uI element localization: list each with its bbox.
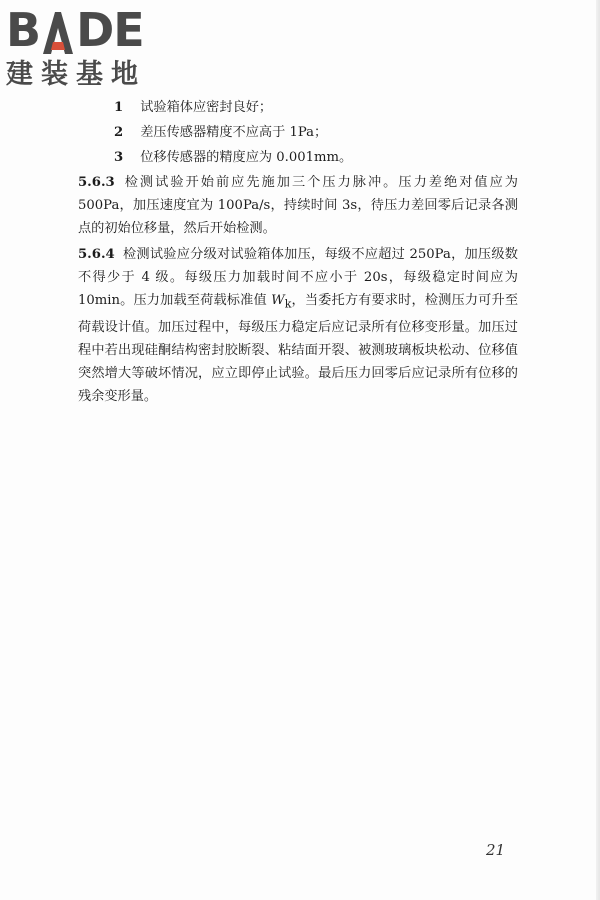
list-item bbox=[78, 121, 518, 144]
logo-a-mark bbox=[41, 4, 75, 56]
list-item bbox=[78, 146, 518, 169]
symbol-w: W bbox=[271, 293, 285, 308]
page-edge-shadow bbox=[596, 0, 600, 900]
bade-logo bbox=[6, 4, 186, 92]
document-body bbox=[78, 96, 518, 411]
list-item-text: 差压传感器精度不应高于 1Pa； bbox=[140, 125, 328, 140]
section-5-6-3 bbox=[78, 171, 518, 240]
logo-letter-e: E bbox=[113, 3, 144, 57]
list-item-number: 3 bbox=[114, 150, 124, 165]
logo-letter-b: B bbox=[6, 3, 41, 57]
symbol-subscript: k bbox=[284, 297, 292, 311]
page-number: 21 bbox=[486, 841, 506, 859]
list-item bbox=[78, 96, 518, 119]
section-number: 5.6.4 bbox=[78, 247, 115, 262]
list-item-text: 试验箱体应密封良好； bbox=[140, 100, 273, 115]
list-item-number: 2 bbox=[114, 125, 124, 140]
section-text: 检测试验开始前应先施加三个压力脉冲。压力差绝对值应为 500Pa，加压速度宜为 100Pa/s，持续时间 3s，待压力差回零后记录各测点的初始位移量，然后开始检测。 bbox=[78, 175, 518, 236]
list-item-text: 位移传感器的精度应为 0.001mm。 bbox=[140, 150, 353, 165]
section-text-before: 检测试验应分级对试验箱体加压，每级不应超过 250Pa，加压级数不得少于 4 级。每级压力加载时间不应小于 20s，每级稳定时间应为 10min。压力加载至荷载标准值 bbox=[78, 247, 518, 308]
section-paragraph bbox=[78, 171, 518, 240]
section-number: 5.6.3 bbox=[78, 175, 115, 190]
logo-letter-d: D bbox=[76, 3, 114, 57]
section-text-after: ，当委托方有要求时，检测压力可升至荷载设计值。加压过程中，每级压力稳定后应记录所有位移变形量。加压过程中若出现硅酮结构密封胶断裂、粘结面开裂、被测玻璃板块松动、位移值突然增大等破坏情况，应立即停止试验。最后压力回零后应记录所有位移的残余变形量。 bbox=[78, 293, 519, 404]
list-item-number: 1 bbox=[114, 100, 124, 115]
section-paragraph bbox=[78, 243, 518, 408]
logo-wordmark bbox=[6, 4, 186, 56]
section-5-6-4 bbox=[78, 243, 518, 408]
logo-subtitle: 建装基地 bbox=[6, 59, 146, 90]
